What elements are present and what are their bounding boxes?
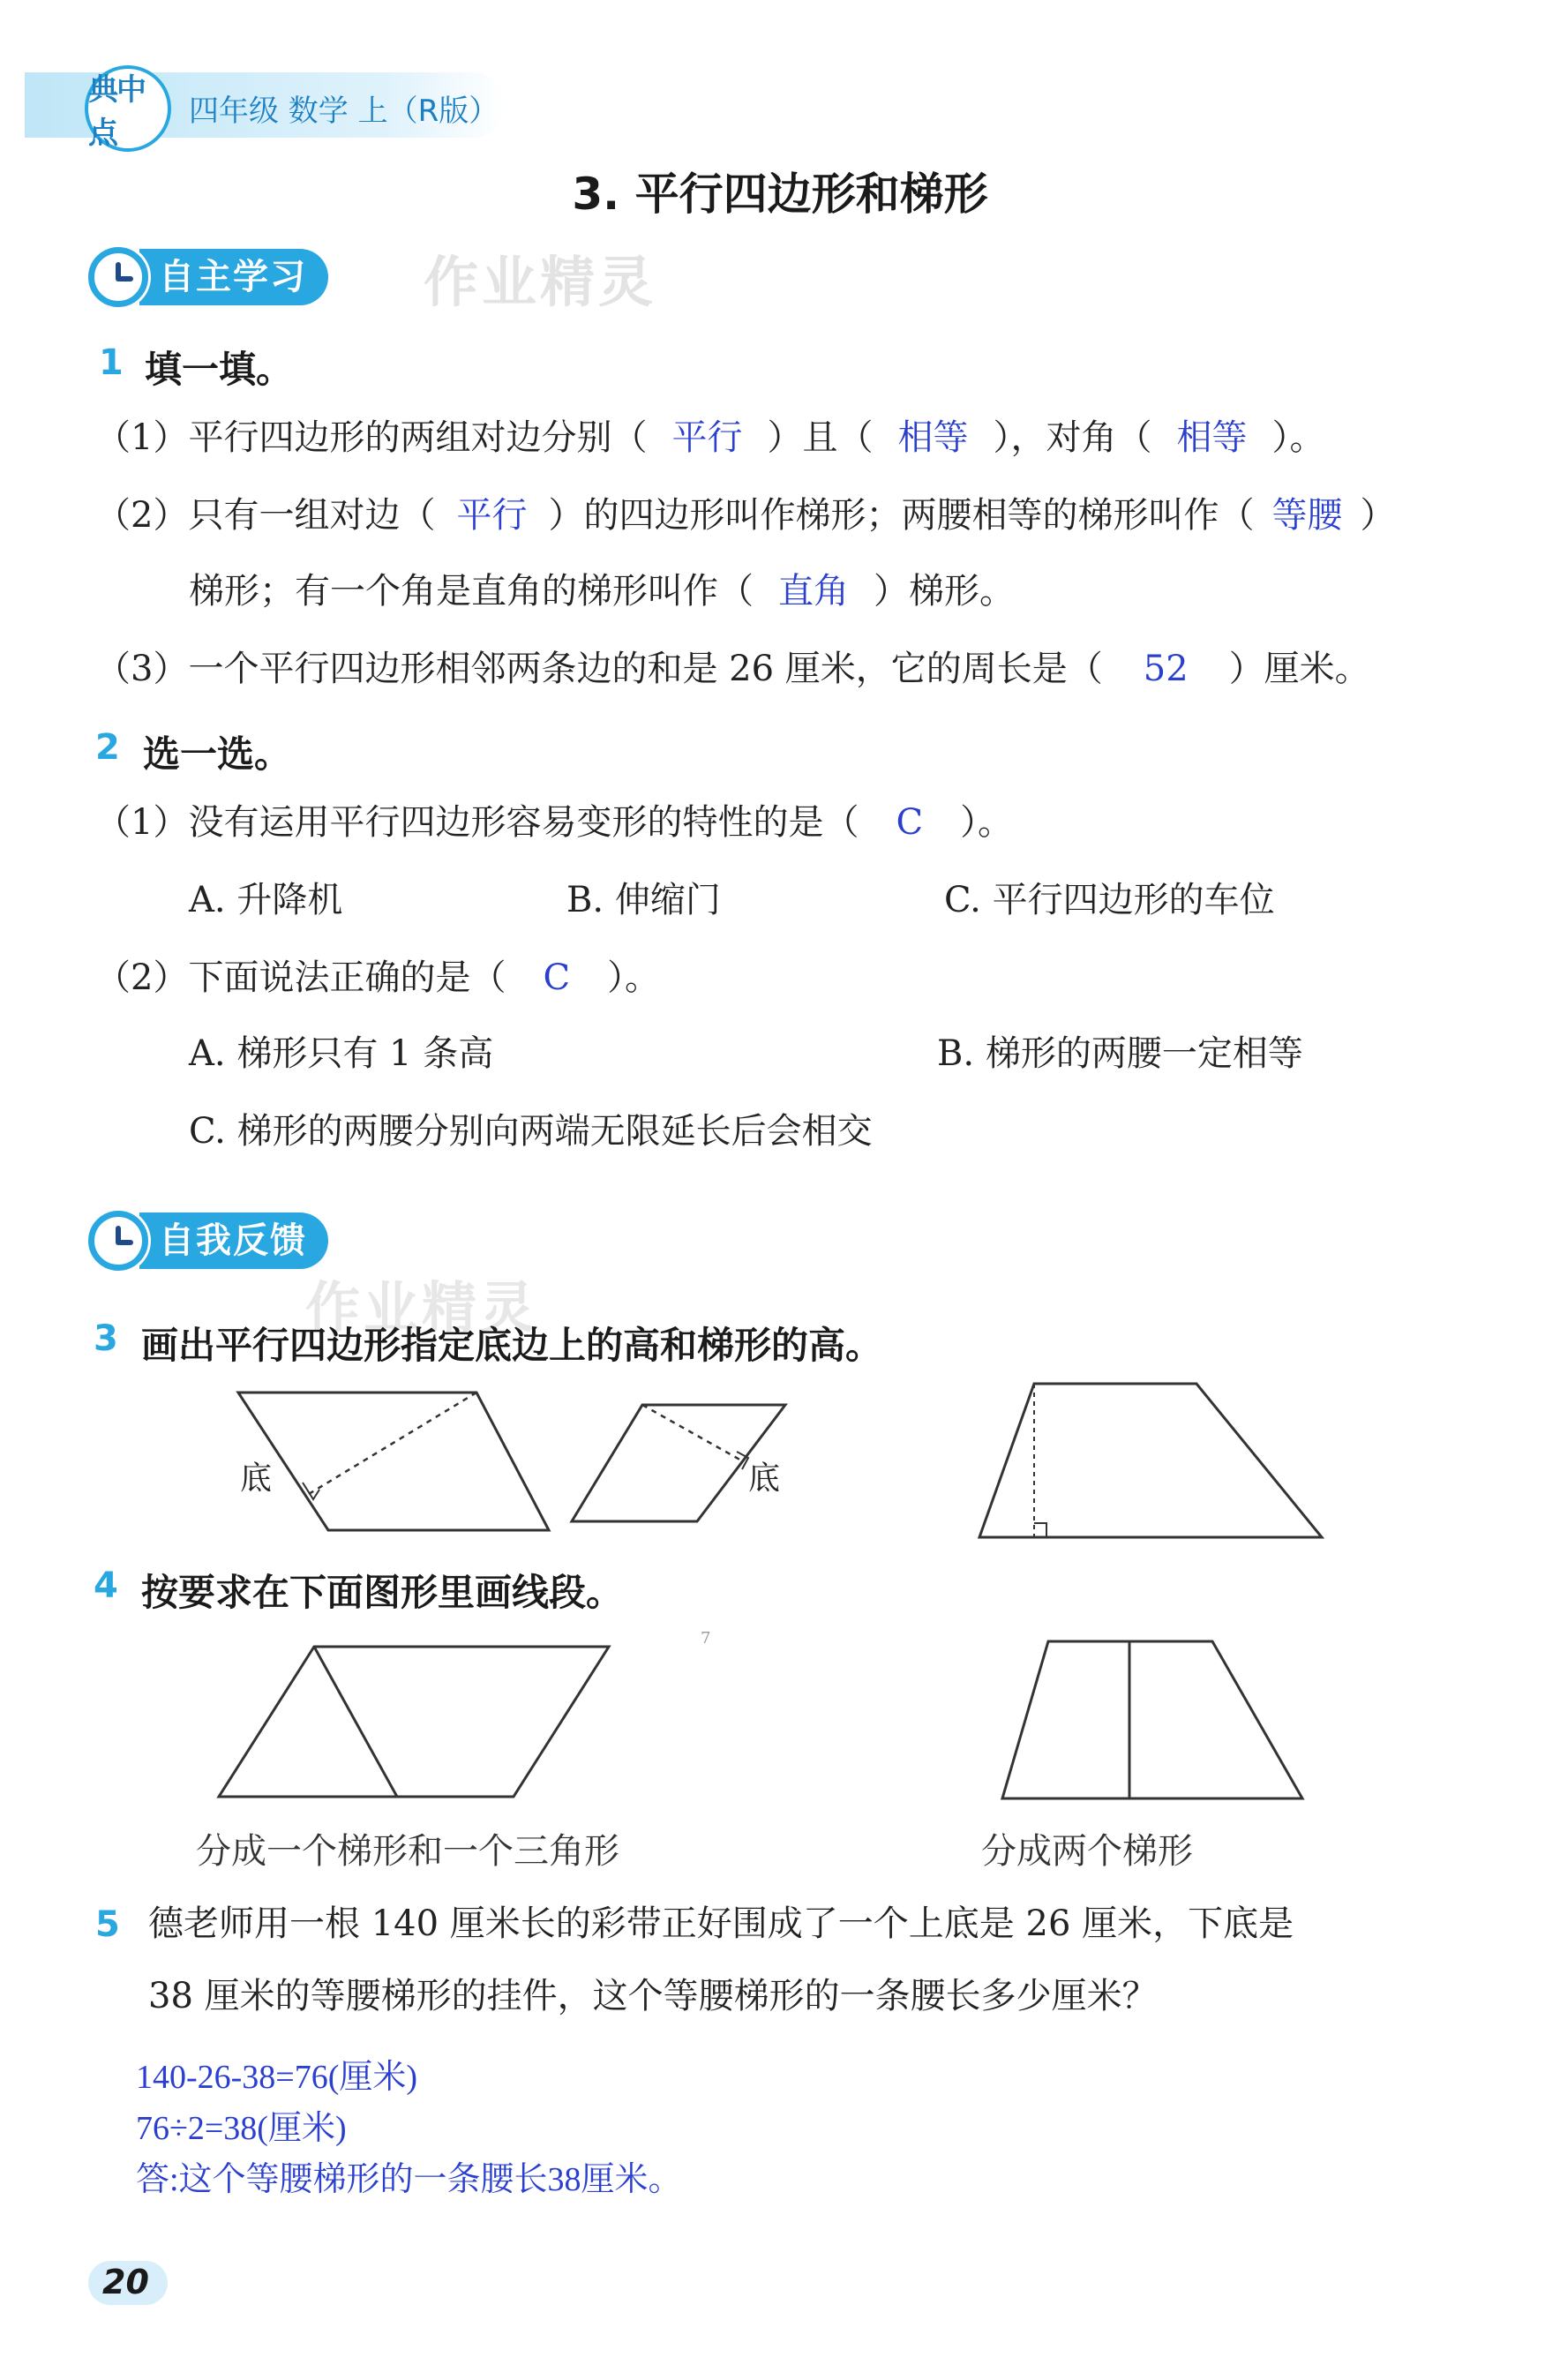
question-title: 画出平行四边形指定底边上的高和梯形的高。: [141, 1324, 883, 1367]
question-number: 5: [95, 1904, 120, 1945]
text: （2）只有一组对边（: [95, 495, 436, 536]
text: ）。: [1271, 417, 1325, 458]
answer: 平行: [456, 495, 528, 536]
answer: 平行: [671, 417, 743, 458]
book-title: 四年级 数学 上（R版）: [189, 94, 499, 129]
handwritten-answer: 140-26-38=76(厘米): [136, 2059, 418, 2096]
text: ）厘米。: [1228, 649, 1370, 689]
text: （1）没有运用平行四边形容易变形的特性的是（: [95, 802, 859, 843]
dashed-height-line: [309, 1393, 476, 1494]
answer: 52: [1143, 649, 1189, 689]
trapezoid: [979, 1384, 1322, 1537]
parallelogram-left: [238, 1393, 549, 1530]
dashed-height-line: [642, 1405, 743, 1461]
text: 梯形；有一个角是直角的梯形叫作（: [189, 571, 754, 612]
option: B. 伸缩门: [566, 880, 721, 920]
option: A. 升降机: [189, 880, 343, 920]
question-title: 选一选。: [143, 732, 292, 776]
option: A. 梯形只有 1 条高: [189, 1033, 494, 1074]
option: C. 梯形的两腰分别向两端无限延长后会相交: [189, 1111, 873, 1152]
page-number: 20: [102, 2263, 149, 2301]
q5-text-line2: 38 厘米的等腰梯形的挂件，这个等腰梯形的一条腰长多少厘米？: [148, 1976, 1158, 2016]
answer: C: [543, 957, 571, 998]
question-number: 3: [94, 1318, 118, 1359]
text: ）。: [607, 957, 661, 998]
watermark: 作业精灵: [305, 1275, 539, 1340]
q5-text-line1: 德老师用一根 140 厘米长的彩带正好围成了一个上底是 26 厘米，下底是: [148, 1903, 1294, 1944]
answer: 相等: [1176, 417, 1248, 458]
q4-parallelogram: [219, 1647, 609, 1797]
text: ）: [1360, 495, 1396, 536]
caption: 分成一个梯形和一个三角形: [196, 1831, 619, 1872]
option: B. 梯形的两腰一定相等: [937, 1033, 1303, 1074]
q4-trapezoid: [1002, 1641, 1302, 1798]
question-title: 按要求在下面图形里画线段。: [141, 1571, 624, 1614]
base-label: 底: [240, 1460, 273, 1497]
text: ）且（: [767, 417, 874, 458]
answer: 等腰: [1271, 495, 1343, 536]
text: ）梯形。: [874, 571, 1015, 612]
handwritten-answer: 答:这个等腰梯形的一条腰长38厘米。: [136, 2161, 682, 2198]
text: （3）一个平行四边形相邻两条边的和是 26 厘米，它的周长是（: [95, 649, 1103, 689]
base-label: 底: [748, 1460, 781, 1497]
watermark: 作业精灵: [424, 250, 657, 314]
section-label: 自我反馈: [139, 1213, 328, 1269]
question-number: 2: [95, 727, 120, 768]
text: ）的四边形叫作梯形；两腰相等的梯形叫作（: [548, 495, 1255, 536]
answer: 相等: [897, 417, 969, 458]
text: ）。: [960, 802, 1014, 843]
brand-logo-text: 典中点: [88, 72, 145, 151]
stray-mark: 7: [701, 1629, 711, 1648]
question-number: 4: [94, 1565, 118, 1606]
question-number: 1: [99, 342, 124, 383]
page-title: 3. 平行四边形和梯形: [572, 169, 988, 220]
answer: 直角: [778, 571, 849, 612]
text: ），对角（: [993, 417, 1152, 458]
dividing-segment: [314, 1647, 397, 1797]
handwritten-answer: 76÷2=38(厘米): [136, 2110, 347, 2147]
question-title: 填一填。: [145, 348, 294, 391]
text: （1）平行四边形的两组对边分别（: [95, 417, 648, 458]
right-angle-mark: [1034, 1523, 1046, 1537]
section-label: 自主学习: [139, 249, 328, 305]
caption: 分成两个梯形: [981, 1831, 1193, 1872]
option: C. 平行四边形的车位: [944, 880, 1275, 920]
text: （2）下面说法正确的是（: [95, 957, 506, 998]
answer: C: [896, 802, 924, 843]
